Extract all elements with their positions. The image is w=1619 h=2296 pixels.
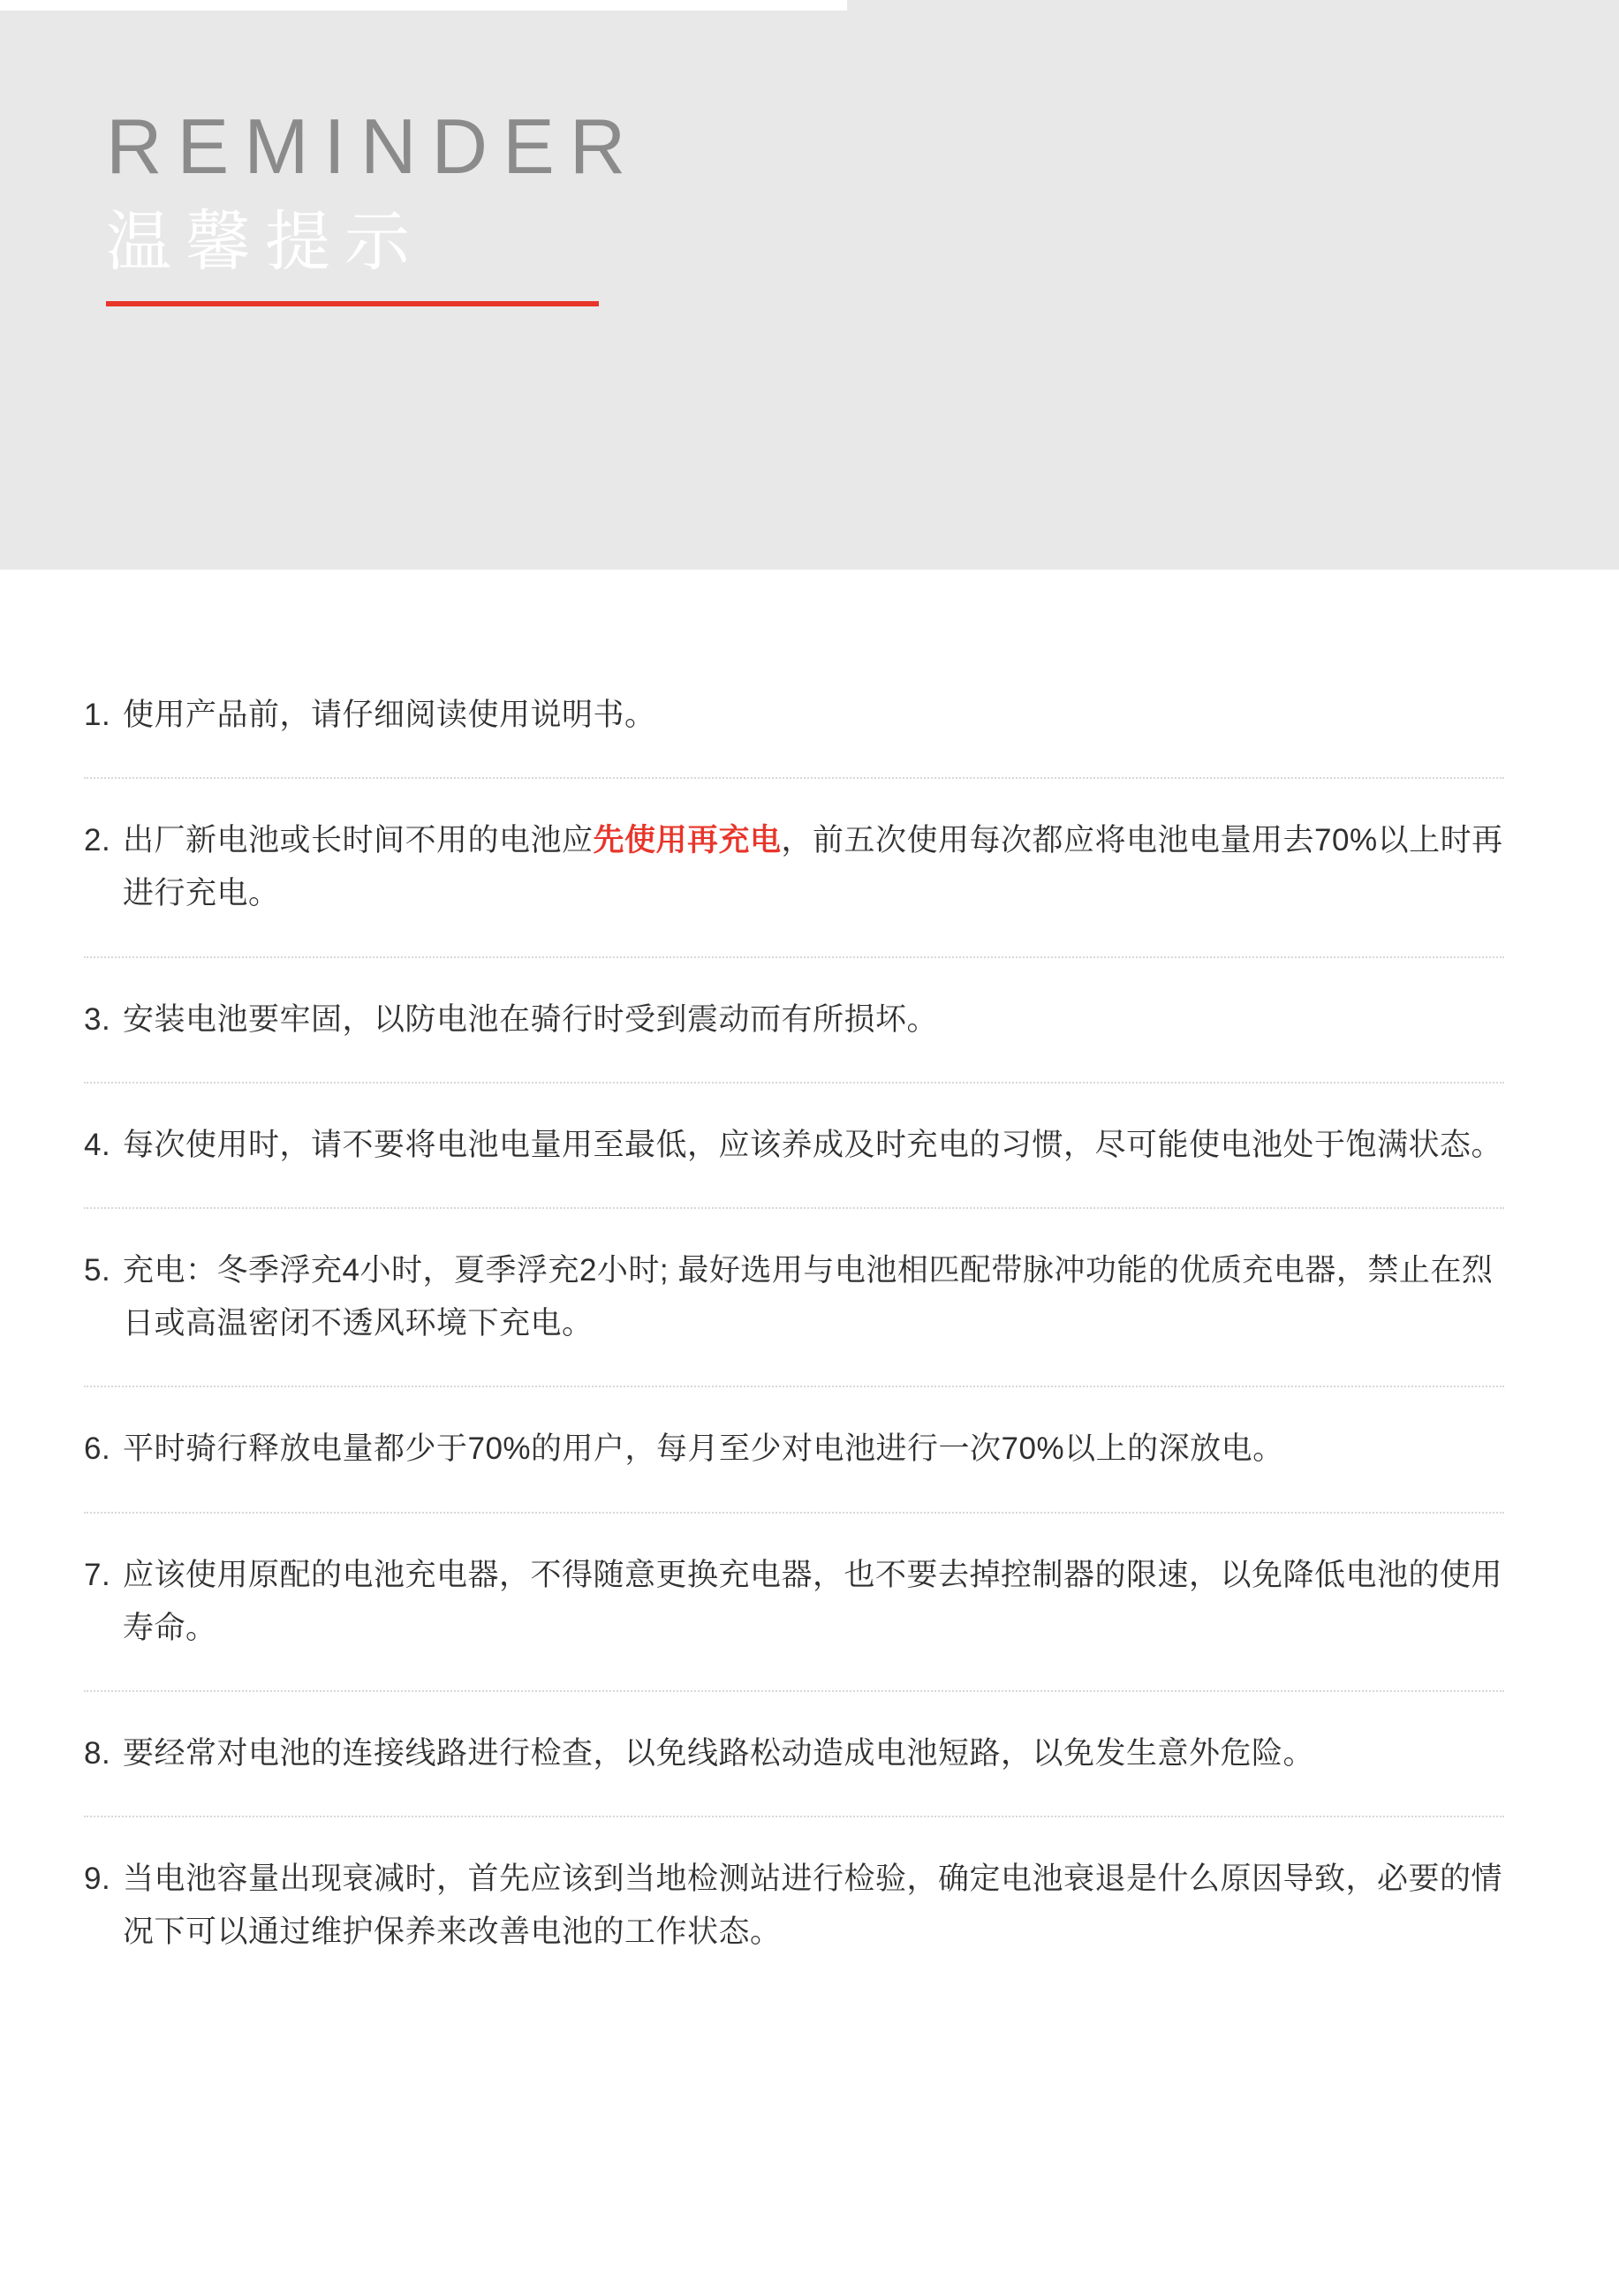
header-titles	[106, 102, 641, 306]
list-item	[84, 1119, 1504, 1209]
list-item-number: 7.	[84, 1557, 111, 1592]
list-item-number: 3.	[84, 1001, 111, 1037]
list-item-number: 1.	[84, 698, 111, 732]
header-top-white-strip	[0, 0, 847, 11]
list-item-number: 8.	[84, 1735, 111, 1771]
list-item	[84, 993, 1504, 1084]
list-item-text	[84, 1119, 1504, 1172]
highlighted-text: 先使用再充电	[593, 823, 782, 858]
list-item	[84, 1244, 1504, 1387]
list-item-number: 5.	[84, 1252, 111, 1288]
list-item-text	[84, 1853, 1504, 1959]
list-item-text	[84, 814, 1504, 920]
list-item	[84, 1423, 1504, 1513]
body-text: 应该使用原配的电池充电器，不得随意更换充电器，也不要去掉控制器的限速，以免降低电池的使用寿命。	[123, 1557, 1503, 1645]
list-item-text	[84, 1727, 1504, 1780]
body-text: 安装电池要牢固，以防电池在骑行时受到震动而有所损坏。	[123, 1001, 939, 1037]
list-item-text	[84, 1244, 1504, 1350]
title-english: REMINDER	[106, 102, 641, 190]
body-text: 当电池容量出现衰减时，首先应该到当地检测站进行检验，确定电池衰退是什么原因导致，必要的情况下可以通过维护保养来改善电池的工作状态。	[123, 1862, 1503, 1950]
reminder-list	[0, 570, 1619, 2029]
body-text: ，前五次使用每次都应将电池电量用去70%以上时再进行充电。	[123, 823, 1503, 911]
list-item-text	[84, 689, 1504, 742]
title-chinese: 温馨提示	[106, 205, 424, 279]
list-item-number: 4.	[84, 1127, 111, 1162]
list-item	[84, 1727, 1504, 1817]
list-item-text	[84, 993, 1504, 1046]
list-item-number: 2.	[84, 823, 111, 858]
body-text: 要经常对电池的连接线路进行检查，以免线路松动造成电池短路，以免发生意外危险。	[123, 1735, 1315, 1771]
body-text: 平时骑行释放电量都少于70%的用户，每月至少对电池进行一次70%以上的深放电。	[123, 1431, 1284, 1467]
list-item-number: 6.	[84, 1431, 111, 1467]
list-item	[84, 1549, 1504, 1692]
header-banner	[0, 0, 1619, 570]
list-item-number: 9.	[84, 1862, 111, 1897]
body-text: 出厂新电池或长时间不用的电池应	[123, 823, 594, 858]
body-text: 使用产品前，请仔细阅读使用说明书。	[123, 698, 656, 732]
list-item	[84, 1853, 1504, 1959]
list-item	[84, 689, 1504, 779]
list-item-text	[84, 1423, 1504, 1476]
body-text: 每次使用时，请不要将电池电量用至最低，应该养成及时充电的习惯，尽可能使电池处于饱满状态。	[123, 1127, 1503, 1162]
list-item-text	[84, 1549, 1504, 1655]
list-item	[84, 814, 1504, 957]
body-text: 充电：冬季浮充4小时，夏季浮充2小时; 最好选用与电池相匹配带脉冲功能的优质充电器，禁止在烈日或高温密闭不透风环境下充电。	[123, 1252, 1494, 1341]
title-underline-rule	[106, 301, 599, 306]
